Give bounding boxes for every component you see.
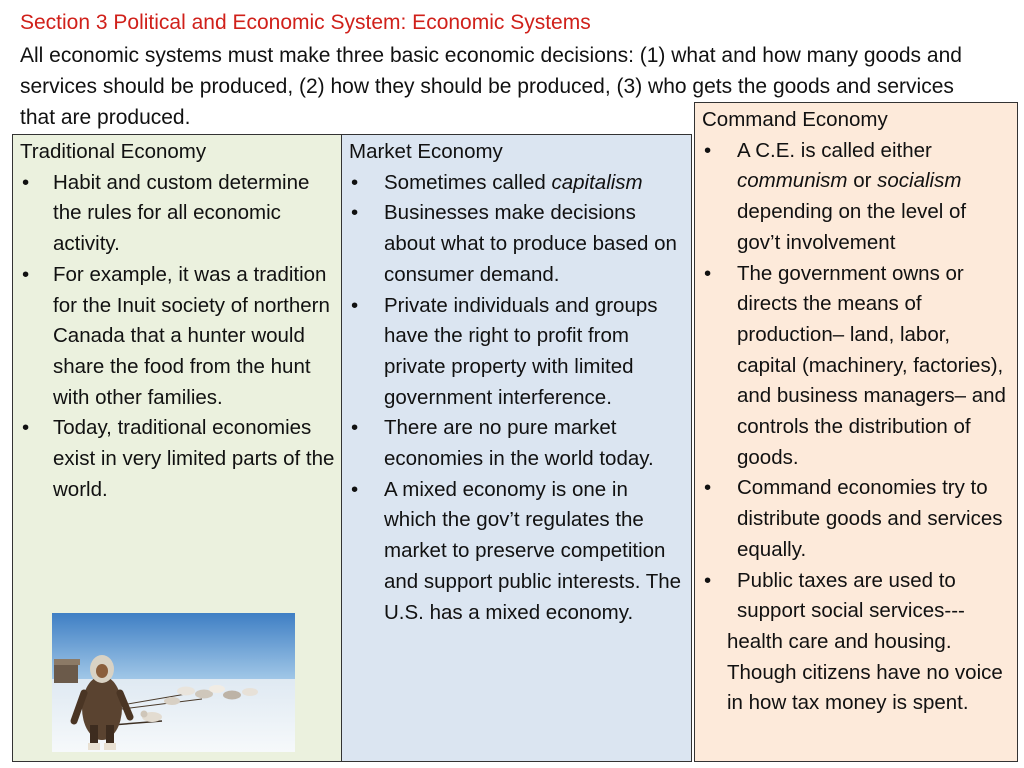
list-item (349, 198, 685, 290)
bullet-icon: • (22, 416, 30, 440)
socialism-term: socialism (877, 169, 962, 193)
list-item (702, 566, 1011, 627)
list-item-text: Businesses make decisions about what to produce based on consumer demand. (384, 201, 677, 286)
bullet-icon: • (351, 416, 359, 440)
bullet-icon: • (704, 476, 712, 500)
list-item (702, 259, 1011, 474)
market-economy-list (349, 168, 685, 629)
list-item (349, 475, 685, 629)
market-economy-box (341, 134, 692, 762)
list-item (702, 473, 1011, 565)
market-economy-title: Market Economy (349, 140, 503, 163)
list-item-text: Today, traditional economies exist in very limited parts of the world. (53, 416, 335, 501)
list-item (20, 260, 335, 414)
list-item-text: Sometimes called (384, 170, 552, 194)
intro-paragraph: All economic systems must make three basic economic decisions: (1) what and how many goods and services should be produced, (2) how they should be produced, (3) who gets the goods and services that are produced. (20, 44, 962, 129)
bullet-icon: • (351, 201, 359, 225)
inuit-hunter-photo (52, 613, 295, 752)
list-item-text: Private individuals and groups have the right to profit from private property with limited government interference. (384, 293, 658, 409)
list-item-text: There are no pure market economies in the world today. (384, 416, 654, 471)
communism-term: communism (737, 169, 848, 193)
bullet-icon: • (351, 293, 359, 317)
command-economy-tail: health care and housing. Though citizens have no voice in how tax money is spent. (727, 629, 1003, 715)
list-item (349, 413, 685, 474)
list-item (702, 136, 1011, 259)
bullet-icon: • (351, 170, 359, 194)
list-item-text: The government owns or directs the means of production– land, labor, capital (machinery, factories), and business managers– and controls the distribution of goods. (737, 261, 1006, 469)
bullet-icon: • (351, 477, 359, 501)
list-item-text: Public taxes are used to support social services--- (737, 568, 965, 623)
capitalism-term: capitalism (551, 170, 643, 194)
bullet-icon: • (704, 568, 712, 592)
traditional-economy-title: Traditional Economy (20, 140, 207, 163)
traditional-economy-list (20, 168, 335, 506)
page-title: Section 3 Political and Economic System: Economic Systems (20, 11, 591, 34)
list-item (20, 168, 335, 260)
list-item (349, 291, 685, 414)
command-economy-list (702, 136, 1011, 627)
list-item-text: Command economies try to distribute goods and services equally. (737, 476, 1003, 561)
list-item-text: A mixed economy is one in which the gov’t regulates the market to preserve competition and support public interests. The U.S. has a mixed economy. (384, 477, 682, 624)
list-item (20, 413, 335, 505)
command-economy-box (694, 102, 1018, 762)
command-economy-title: Command Economy (702, 108, 888, 131)
list-item-text: For example, it was a tradition for the Inuit society of northern Canada that a hunter would share the food from the hunt with other families. (53, 262, 330, 409)
inuit-hunter-illustration (52, 613, 295, 752)
bullet-icon: • (704, 261, 712, 285)
bullet-icon: • (704, 138, 712, 162)
list-item-text: A C.E. is called either (737, 138, 932, 162)
list-item (349, 168, 685, 199)
list-item-text: depending on the level of gov’t involvement (737, 200, 967, 254)
bullet-icon: • (22, 170, 30, 194)
bullet-icon: • (22, 262, 30, 286)
list-item-text: Habit and custom determine the rules for all economic activity. (53, 170, 310, 256)
list-item-text: or (847, 169, 878, 193)
